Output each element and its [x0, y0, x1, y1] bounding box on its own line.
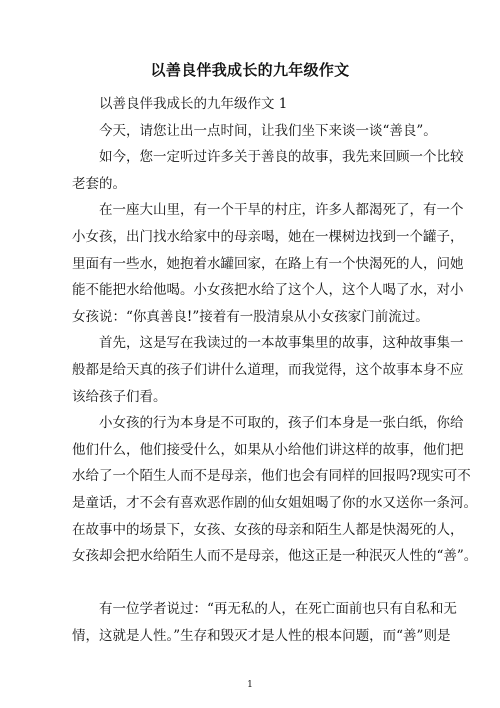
paragraph-line: 小女孩的行为本身是不可取的，孩子们本身是一张白纸，你给	[99, 415, 464, 432]
paragraph-line: 老套的。	[72, 175, 126, 192]
document-title: 以善良伴我成长的九年级作文	[150, 61, 350, 79]
paragraph-line: 今天，请您让出一点时间，让我们坐下来谈一谈“善良”。	[99, 122, 437, 139]
page-number: 1	[247, 680, 253, 690]
paragraph-line: 女孩却会把水给陌生人而不是母亲，他这正是一种泯灭人性的“善”。	[72, 548, 478, 565]
paragraph-line: 是童话，才不会有喜欢恶作剧的仙女姐姐喝了你的水又送你一条河。	[72, 494, 477, 511]
paragraph-line: 该给孩子们看。	[72, 388, 167, 405]
paragraph-line: 在故事中的场景下，女孩、女孩的母亲和陌生人都是快渴死的人，	[72, 521, 464, 538]
paragraph-line: 有一位学者说过：“再无私的人，在死亡面前也只有自私和无	[99, 601, 457, 618]
paragraph-line: 情，这就是人性。”生存和毁灭才是人性的根本问题，而“善”则是	[72, 627, 451, 644]
subtitle-line: 以善良伴我成长的九年级作文 1	[99, 96, 288, 112]
document-body	[72, 91, 478, 649]
paragraph-line: 在一座大山里，有一个干旱的村庄，许多人都渴死了，有一个	[99, 202, 464, 219]
paragraph-line: 小女孩，出门找水给家中的母亲喝，她在一棵树边找到一个罐子，	[72, 228, 464, 245]
paragraph-line: 里面有一些水，她抱着水罐回家，在路上有一个快渴死的人，问她	[72, 255, 464, 272]
paragraph-line: 水给了一个陌生人而不是母亲，他们也会有同样的回报吗?现实可不	[72, 468, 471, 485]
paragraph-line: 般都是给天真的孩子们讲什么道理，而我觉得，这个故事本身不应	[72, 361, 464, 378]
paragraph-line: 如今，您一定听过许多关于善良的故事，我先来回顾一个比较	[99, 149, 464, 166]
paragraph-line: 女孩说：“你真善良!”接着有一股清泉从小女孩家门前流过。	[72, 308, 429, 325]
paragraph-line: 能不能把水给他喝。小女孩把水给了这个人，这个人喝了水，对小	[72, 282, 464, 299]
paragraph-line: 首先，这是写在我读过的一本故事集里的故事，这种故事集一	[99, 335, 464, 352]
paragraph-spacer	[72, 570, 442, 597]
paragraph-line: 他们什么，他们接受什么，如果从小给他们讲这样的故事，他们把	[72, 441, 464, 458]
